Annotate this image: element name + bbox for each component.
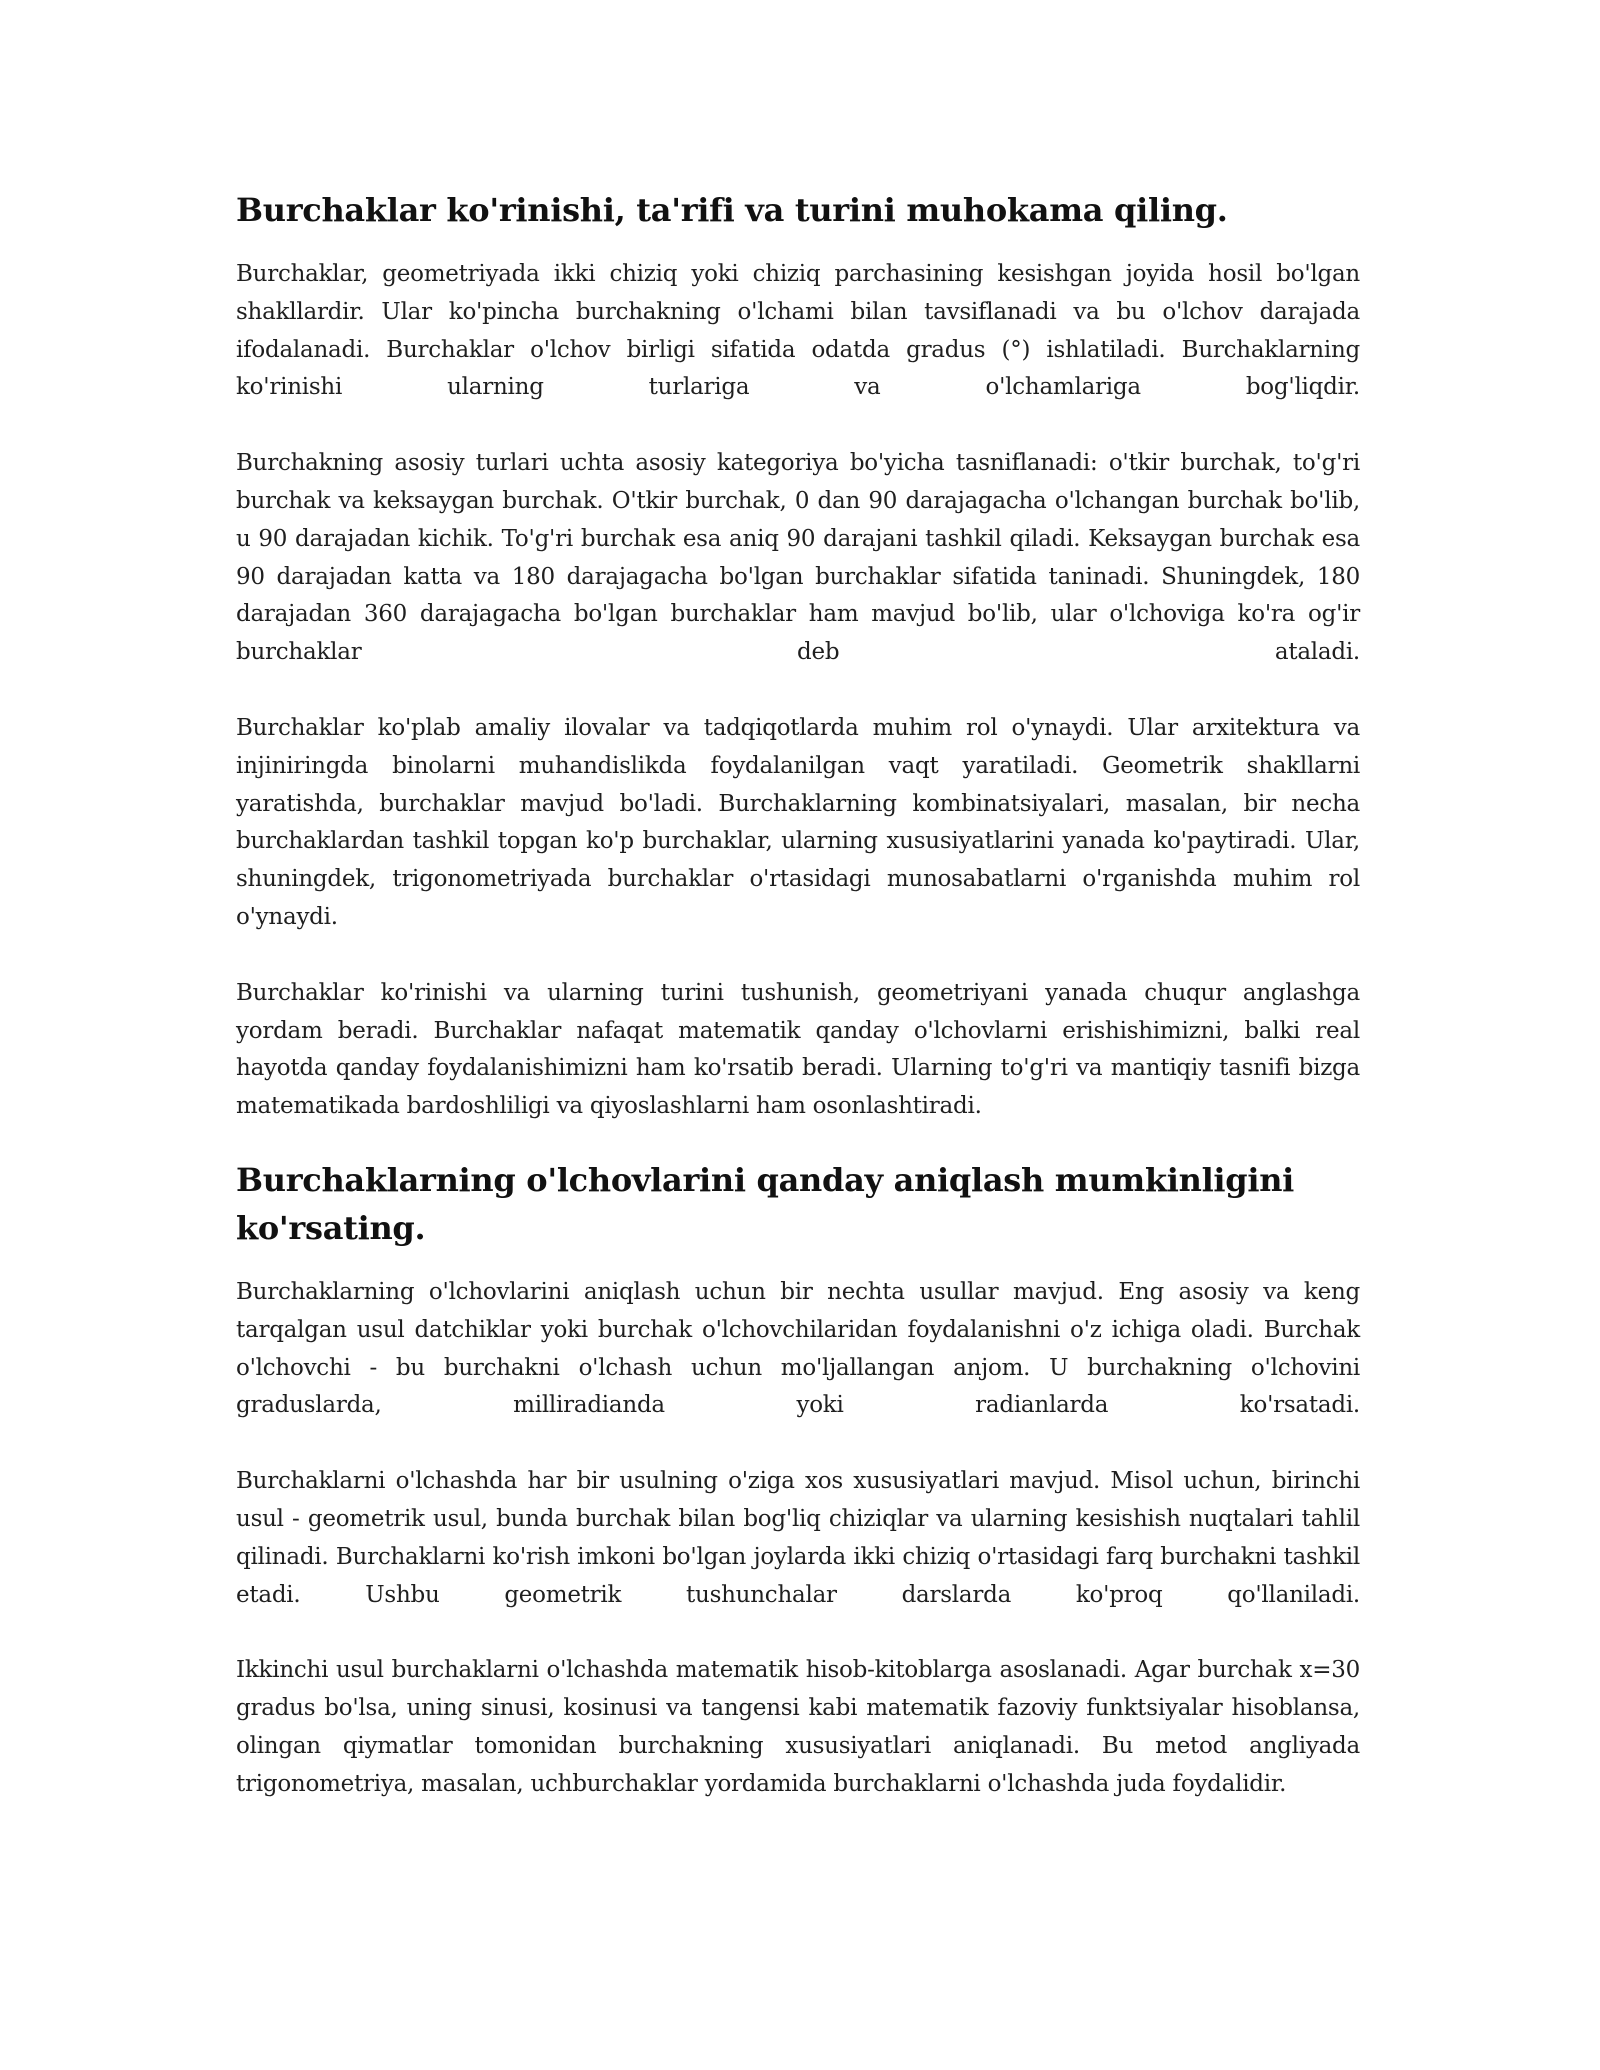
paragraph: Burchaklar, geometriyada ikki chiziq yoki chiziq parchasining kesishgan joyida hosil bo'lgan shakllardir. Ular ko'pincha burchakning o'lchami bilan tavsiflanadi va bu o'lchov darajada ifodalanadi. Burchaklar o'lchov birligi sifatida odatda gradus (°) ishlatiladi. Burchaklarning ko'rinishi ularning turlariga va o'lchamlariga bog'liqdir. — [236, 261, 1360, 401]
paragraph: Burchaklarni o'lchashda har bir usulning o'ziga xos xususiyatlari mavjud. Misol uchun, birinchi usul - geometrik usul, bunda burchak bilan bog'liq chiziqlar va ularning kesishish nuqtalari tahlil qilinadi. Burchaklarni ko'rish imkoni bo'lgan joylarda ikki chiziq o'rtasidagi farq burchakni tashkil etadi. Ushbu geometrik tushunchalar darslarda ko'proq qo'llaniladi. — [236, 1468, 1360, 1608]
paragraph: Burchaklar ko'plab amaliy ilovalar va tadqiqotlarda muhim rol o'ynaydi. Ular arxitektura va injiniringda binolarni muhandislikda foydalanilgan vaqt yaratiladi. Geometrik shakllarni yaratishda, burchaklar mavjud bo'ladi. Burchaklarning kombinatsiyalari, masalan, bir necha burchaklardan tashkil topgan ko'p burchaklar, ularning xususiyatlarini yanada ko'paytiradi. Ular, shuningdek, trigonometriyada burchaklar o'rtasidagi munosabatlarni o'rganishda muhim rol o'ynaydi. — [236, 714, 1360, 930]
paragraph: Burchakning asosiy turlari uchta asosiy kategoriya bo'yicha tasniflanadi: o'tkir burchak, to'g'ri burchak va keksaygan burchak. O'tkir burchak, 0 dan 90 darajagacha o'lchangan burchak bo'lib, u 90 darajadan kichik. To'g'ri burchak esa aniq 90 darajani tashkil qiladi. Keksaygan burchak esa 90 darajadan katta va 180 darajagacha bo'lgan burchaklar sifatida taninadi. Shuningdek, 180 darajadan 360 darajagacha bo'lgan burchaklar ham mavjud bo'lib, ular o'lchoviga ko'ra og'ir burchaklar deb ataladi. — [236, 450, 1360, 666]
paragraph: Burchaklar ko'rinishi va ularning turini tushunish, geometriyani yanada chuqur anglashga yordam beradi. Burchaklar nafaqat matematik qanday o'lchovlarni erishishimizni, balki real hayotda qanday foydalanishimizni ham ko'rsatib beradi. Ularning to'g'ri va mantiqiy tasnifi bizga matematikada bardoshliligi va qiyoslashlarni ham osonlashtiradi. — [236, 979, 1360, 1120]
section-heading-1: Burchaklar ko'rinishi, ta'rifi va turini muhokama qiling. — [236, 191, 1228, 229]
paragraph: Ikkinchi usul burchaklarni o'lchashda matematik hisob-kitoblarga asoslanadi. Agar burchak x=30 gradus bo'lsa, uning sinusi, kosinusi va tangensi kabi matematik fazoviy funktsiyalar hisoblansa, olingan qiymatlar tomonidan burchakning xususiyatlari aniqlanadi. Bu metod angliyada trigonometriya, masalan, uchburchaklar yordamida burchaklarni o'lchashda juda foydalidir. — [236, 1657, 1360, 1797]
document-page — [236, 186, 1360, 1842]
section-heading-2: Burchaklarning o'lchovlarini qanday aniqlash mumkinligini ko'rsating. — [236, 1160, 1295, 1247]
paragraph: Burchaklarning o'lchovlarini aniqlash uchun bir nechta usullar mavjud. Eng asosiy va keng tarqalgan usul datchiklar yoki burchak o'lchovchilaridan foydalanishni o'z ichiga oladi. Burchak o'lchovchi - bu burchakni o'lchash uchun mo'ljallangan anjom. U burchakning o'lchovini graduslarda, milliradianda yoki radianlarda ko'rsatadi. — [236, 1278, 1360, 1419]
